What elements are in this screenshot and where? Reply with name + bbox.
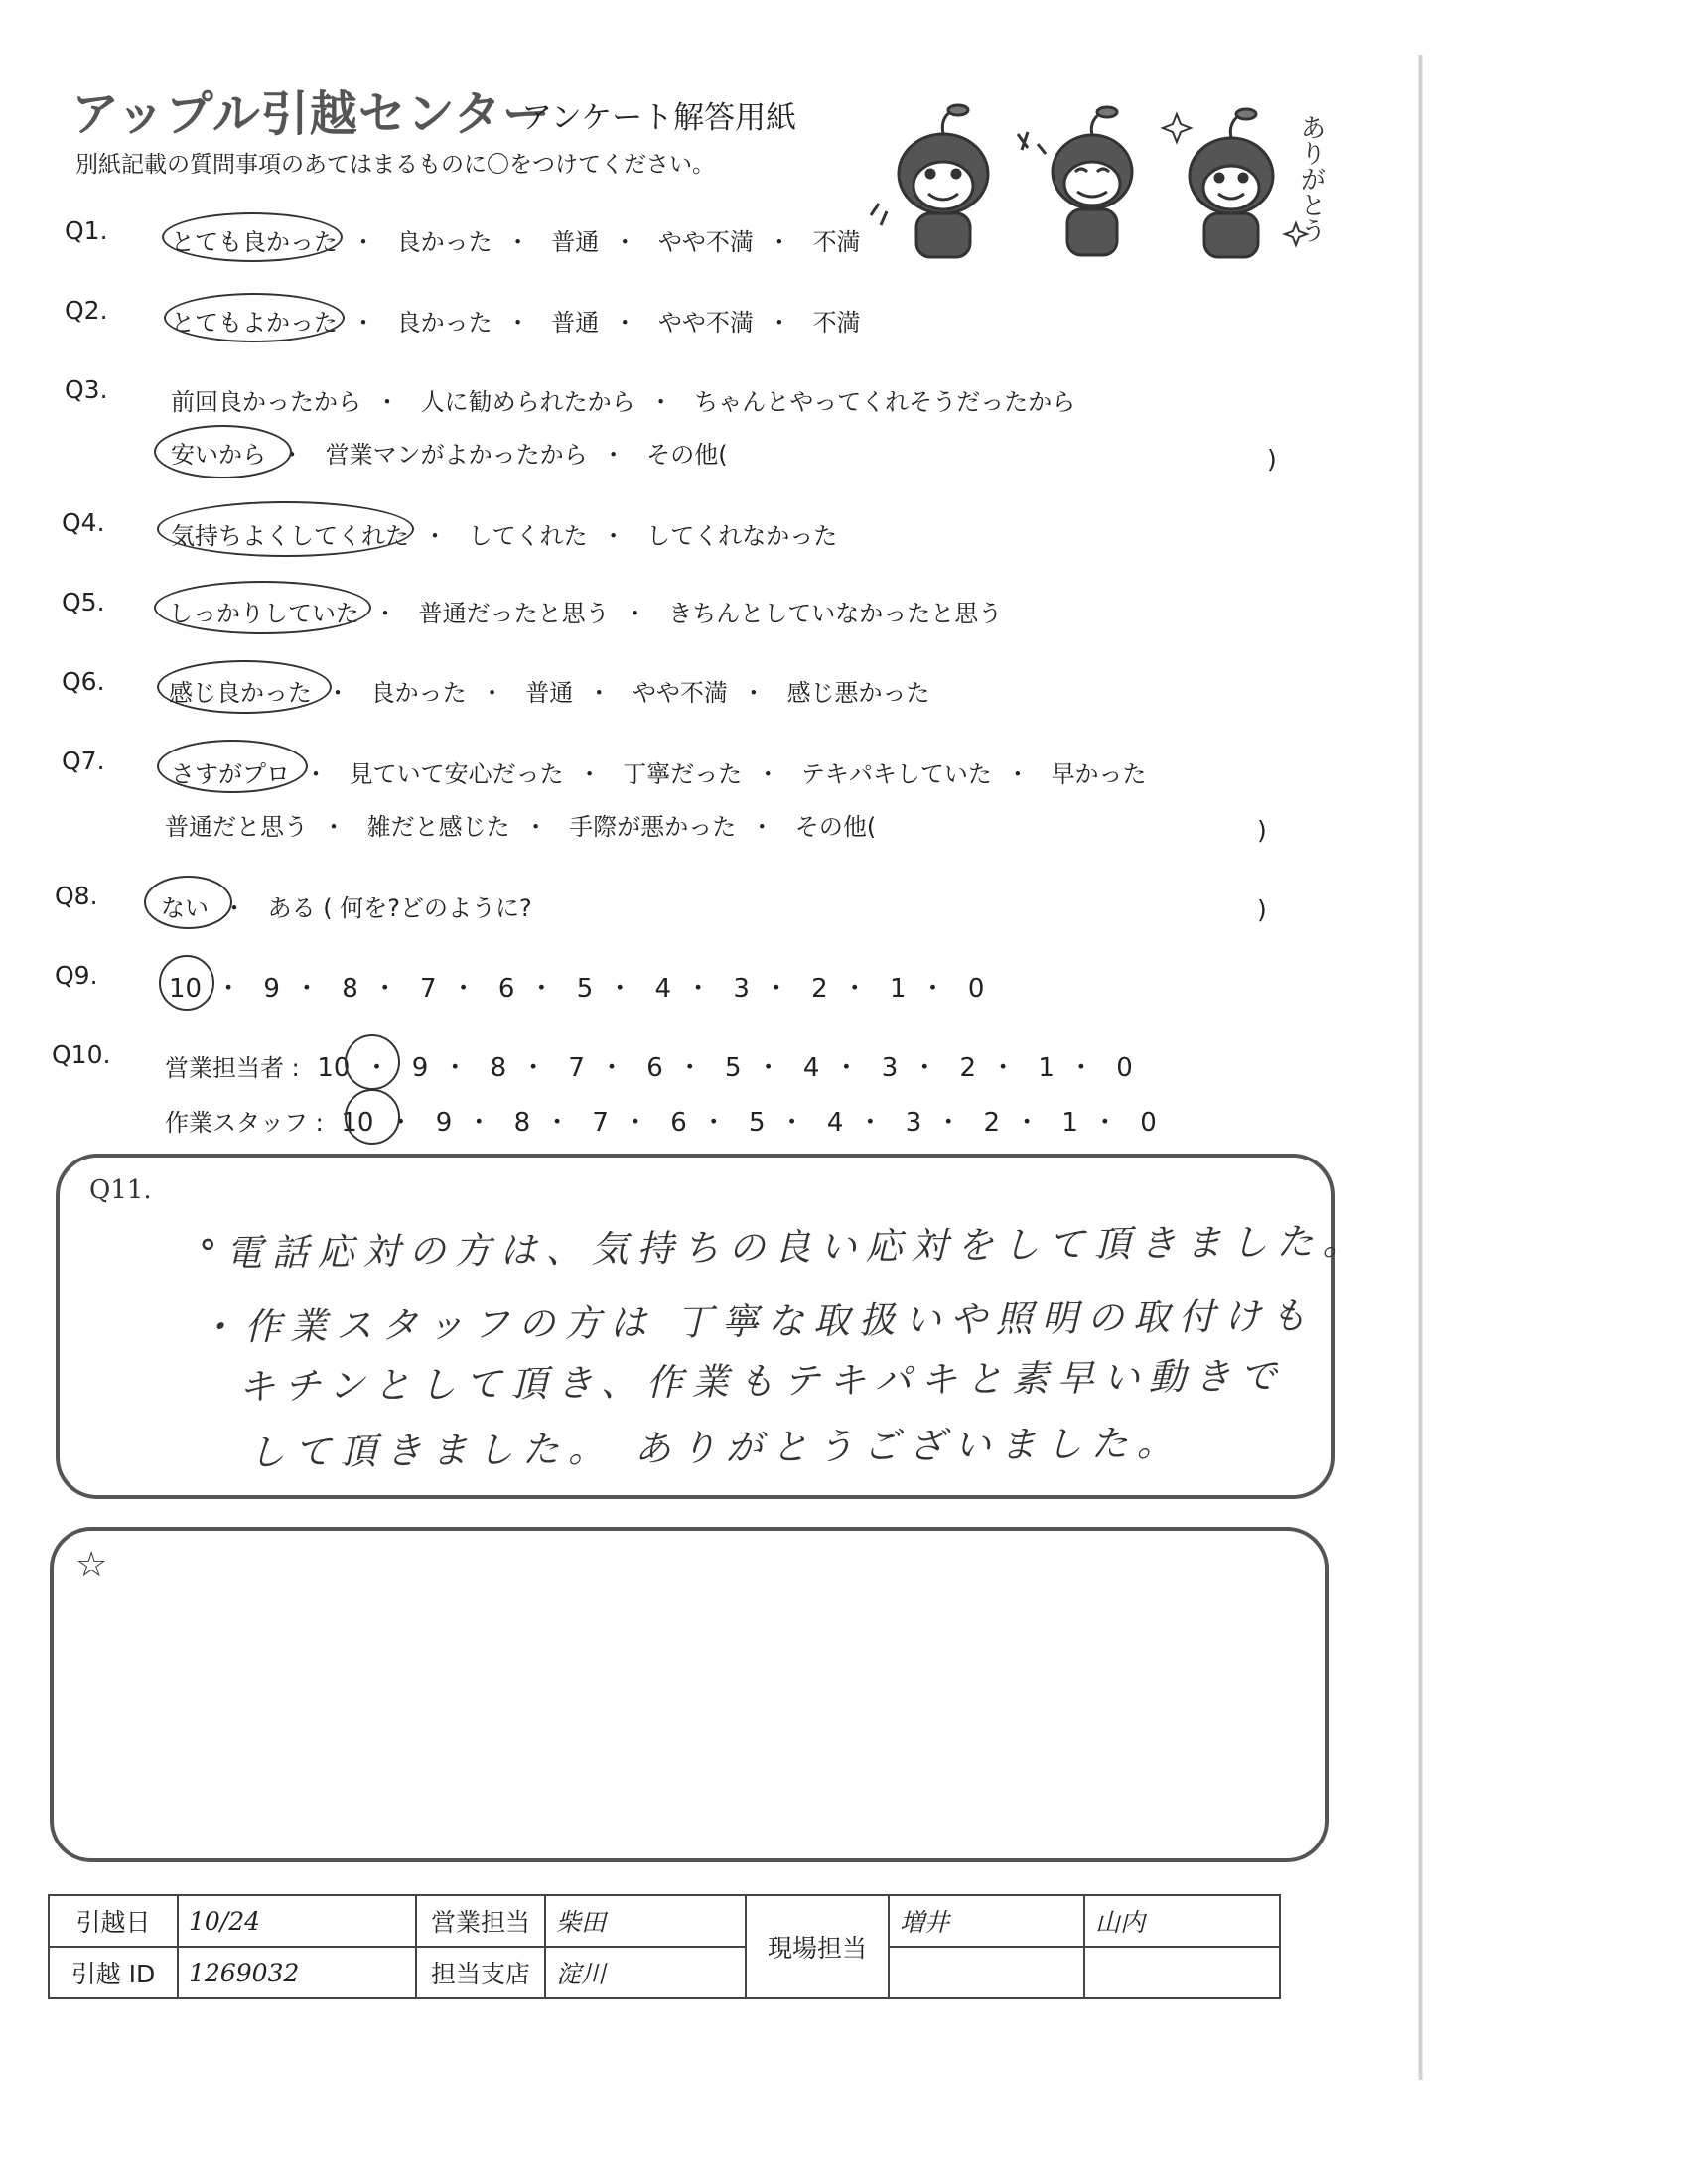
q2-option[interactable]: 普通 [551, 309, 600, 337]
page-edge-shadow [1418, 55, 1423, 2080]
q10-sales-score[interactable]: 8 [490, 1053, 507, 1083]
q7-option[interactable]: 早かった [1051, 760, 1147, 788]
star-icon: ☆ [75, 1545, 108, 1585]
q10-sales-score[interactable]: 0 [1116, 1053, 1133, 1083]
q7-option[interactable]: 見ていて安心だった [349, 760, 564, 788]
q11-line: °電話応対の方は、気持ちの良い応対をして頂きました。 [198, 1219, 1368, 1276]
q1-option[interactable]: やや不満 [657, 228, 754, 256]
q11-line: して頂きました。 ありがとうございました。 [247, 1422, 1184, 1474]
q3-option[interactable]: ちゃんとやってくれそうだったから [694, 388, 1076, 416]
mascot-middle-icon [1018, 107, 1132, 255]
q7-option[interactable]: 雑だと感じた [366, 813, 510, 841]
q7-option[interactable]: 丁寧だった [623, 760, 743, 788]
q10-sales-label: 営業担当者 : [165, 1054, 300, 1082]
q2-label: Q2. [65, 296, 108, 325]
move-date-value[interactable]: 10/24 [178, 1895, 416, 1947]
q9-score[interactable]: 10 [169, 974, 203, 1004]
q9-score[interactable]: 6 [497, 974, 515, 1004]
q8-option[interactable]: ない [161, 894, 209, 922]
q10-staff-score[interactable]: 2 [983, 1108, 1001, 1138]
q1-option[interactable]: 良かった [396, 228, 492, 256]
instruction-text: 別紙記載の質問事項のあてはまるものに〇をつけてください。 [75, 152, 715, 178]
q7-option[interactable]: テキパキしていた [800, 760, 992, 788]
q5-option[interactable]: きちんとしていなかったと思う [668, 600, 1003, 627]
q10-staff-score[interactable]: 3 [905, 1108, 922, 1138]
site-value-1[interactable]: 増井 [889, 1895, 1084, 1947]
q7-option[interactable]: 手際が悪かった [569, 813, 737, 841]
q3-option[interactable]: 安いから [171, 441, 266, 469]
q9-score[interactable]: 2 [811, 974, 828, 1004]
q5-options: しっかりしていた ・ 普通だったと思う ・ きちんとしていなかったと思う [169, 594, 1002, 628]
q2-option[interactable]: とてもよかった [171, 309, 338, 337]
move-id-value[interactable]: 1269032 [178, 1947, 416, 1998]
q10-sales-row: 営業担当者 : 10 ・ 9 ・ 8 ・ 7 ・ 6 ・ 5 ・ 4 ・ 3 ・ 2 ・ 1 ・ 0 [165, 1053, 1133, 1083]
q7-options-line1: さすがプロ ・ 見ていて安心だった ・ 丁寧だった ・ テキパキしていた ・ 早かった [171, 754, 1147, 789]
q10-staff-score[interactable]: 8 [513, 1108, 531, 1138]
q8-close-paren: ) [1257, 895, 1267, 924]
move-id-label: 引越 ID [49, 1947, 178, 1998]
q3-option[interactable]: 前回良かったから [171, 388, 361, 416]
site-empty-cell[interactable] [889, 1947, 1084, 1998]
q3-option[interactable]: その他( [646, 441, 728, 469]
q6-label: Q6. [62, 667, 105, 696]
q4-options: 気持ちよくしてくれた ・ してくれた ・ してくれなかった [171, 516, 837, 551]
q6-option[interactable]: 感じ良かった [169, 679, 312, 707]
q11-comment-box[interactable] [56, 1154, 1368, 1499]
q9-score[interactable]: 8 [342, 974, 358, 1004]
q10-sales-score[interactable]: 4 [802, 1053, 820, 1083]
q1-option[interactable]: とても良かった [171, 228, 338, 256]
q5-option[interactable]: 普通だったと思う [418, 600, 610, 627]
q10-staff-label: 作業スタッフ : [165, 1109, 324, 1137]
q10-sales-score[interactable]: 7 [568, 1053, 585, 1083]
form-subtitle: アンケート解答用紙 [521, 100, 797, 136]
branch-value[interactable]: 淀川 [545, 1947, 746, 1998]
q3-option[interactable]: 営業マンがよかったから [325, 441, 588, 469]
q10-staff-score[interactable]: 10 [341, 1108, 374, 1138]
q10-staff-score[interactable]: 4 [826, 1108, 844, 1138]
q4-label: Q4. [62, 508, 105, 537]
q4-option[interactable]: してくれなかった [646, 522, 838, 550]
q2-option[interactable]: やや不満 [657, 309, 754, 337]
q8-options: ない ・ ある ( 何を?どのように? [161, 888, 532, 923]
q2-options: とてもよかった ・ 良かった ・ 普通 ・ やや不満 ・ 不満 [171, 303, 861, 338]
q10-staff-score[interactable]: 7 [592, 1108, 609, 1138]
q10-sales-score[interactable]: 9 [411, 1053, 429, 1083]
q9-score[interactable]: 5 [576, 974, 594, 1004]
q10-staff-score[interactable]: 5 [749, 1108, 766, 1138]
q1-label: Q1. [65, 216, 108, 245]
q6-option[interactable]: 良かった [370, 679, 467, 707]
site-label: 現場担当 [746, 1895, 889, 1998]
mascot-left-icon [871, 105, 988, 257]
q1-options: とても良かった ・ 良かった ・ 普通 ・ やや不満 ・ 不満 [171, 222, 861, 257]
q10-sales-score[interactable]: 1 [1038, 1053, 1055, 1083]
q4-option[interactable]: してくれた [468, 522, 588, 550]
q2-option[interactable]: 不満 [812, 309, 861, 337]
q7-label: Q7. [62, 747, 105, 775]
q11-label: Q11. [89, 1175, 152, 1205]
q3-label: Q3. [65, 375, 108, 404]
q3-options-line2: 安いから ・ 営業マンがよかったから ・ その他( [171, 435, 728, 470]
q5-label: Q5. [62, 588, 105, 616]
q10-sales-score[interactable]: 6 [646, 1053, 663, 1083]
q7-option[interactable]: その他( [794, 813, 877, 841]
q11-line: キチンとして頂き、作業もテキパキと素早い動きで [237, 1354, 1286, 1409]
q7-options-line2: 普通だと思う ・ 雑だと感じた ・ 手際が悪かった ・ その他( [165, 807, 876, 842]
q10-staff-row: 作業スタッフ : 10 ・ 9 ・ 8 ・ 7 ・ 6 ・ 5 ・ 4 ・ 3 ・ 2 ・ 1 ・ 0 [165, 1108, 1157, 1138]
q8-label: Q8. [55, 882, 98, 910]
q6-options: 感じ良かった ・ 良かった ・ 普通 ・ やや不満 ・ 感じ悪かった [169, 673, 930, 708]
q10-staff-score[interactable]: 9 [435, 1108, 453, 1138]
q3-option[interactable]: 人に勧められたから [420, 388, 635, 416]
q9-score[interactable]: 7 [420, 974, 437, 1004]
move-date-label: 引越日 [49, 1895, 178, 1947]
q4-option[interactable]: 気持ちよくしてくれた [171, 522, 409, 550]
site-empty-cell[interactable] [1084, 1947, 1280, 1998]
q9-score[interactable]: 4 [654, 974, 672, 1004]
q6-option[interactable]: やや不満 [632, 679, 728, 707]
q9-score[interactable]: 0 [967, 974, 985, 1004]
q6-option[interactable]: 普通 [525, 679, 574, 707]
q7-option[interactable]: 普通だと思う [165, 813, 308, 841]
sales-value[interactable]: 柴田 [545, 1895, 746, 1947]
q10-staff-score[interactable]: 0 [1140, 1108, 1157, 1138]
q3-options-line1: 前回良かったから ・ 人に勧められたから ・ ちゃんとやってくれそうだったから [171, 382, 1075, 417]
q7-option[interactable]: さすがプロ [171, 760, 290, 788]
sales-label: 営業担当 [416, 1895, 545, 1947]
q7-close-paren: ) [1257, 816, 1267, 845]
q9-scale: 10 ・ 9 ・ 8 ・ 7 ・ 6 ・ 5 ・ 4 ・ 3 ・ 2 ・ 1 ・ 0 [169, 974, 985, 1004]
site-value-2[interactable]: 山内 [1084, 1895, 1280, 1947]
q10-sales-score[interactable]: 2 [959, 1053, 977, 1083]
q3-close-paren: ) [1267, 445, 1277, 474]
branch-label: 担当支店 [416, 1947, 545, 1998]
mascot-thanks-text: ありがとう [1296, 114, 1326, 243]
q11-line: ・作業スタッフの方は 丁寧な取扱いや照明の取付けも [198, 1295, 1316, 1349]
q1-option[interactable]: 普通 [551, 228, 600, 256]
q5-option[interactable]: しっかりしていた [169, 600, 359, 627]
q9-label: Q9. [55, 961, 98, 990]
q1-option[interactable]: 不満 [812, 228, 861, 256]
q10-sales-score[interactable]: 10 [317, 1053, 351, 1083]
move-info-table [48, 1894, 1281, 1999]
q8-option[interactable]: ある ( 何を?どのように? [267, 894, 532, 922]
q10-label: Q10. [52, 1040, 111, 1069]
q9-score[interactable]: 9 [263, 974, 280, 1004]
q10-staff-score[interactable]: 1 [1061, 1108, 1078, 1138]
q10-sales-score[interactable]: 5 [725, 1053, 742, 1083]
mascot-illustration [869, 94, 1326, 273]
mascot-right-icon [1163, 109, 1307, 257]
notes-box[interactable] [50, 1527, 1329, 1862]
q2-option[interactable]: 良かった [396, 309, 492, 337]
q10-staff-score[interactable]: 6 [670, 1108, 687, 1138]
q10-sales-score[interactable]: 3 [881, 1053, 899, 1083]
q9-score[interactable]: 3 [733, 974, 750, 1004]
q9-score[interactable]: 1 [890, 974, 907, 1004]
q6-option[interactable]: 感じ悪かった [786, 679, 930, 707]
company-title: アップル引越センター [71, 86, 551, 142]
